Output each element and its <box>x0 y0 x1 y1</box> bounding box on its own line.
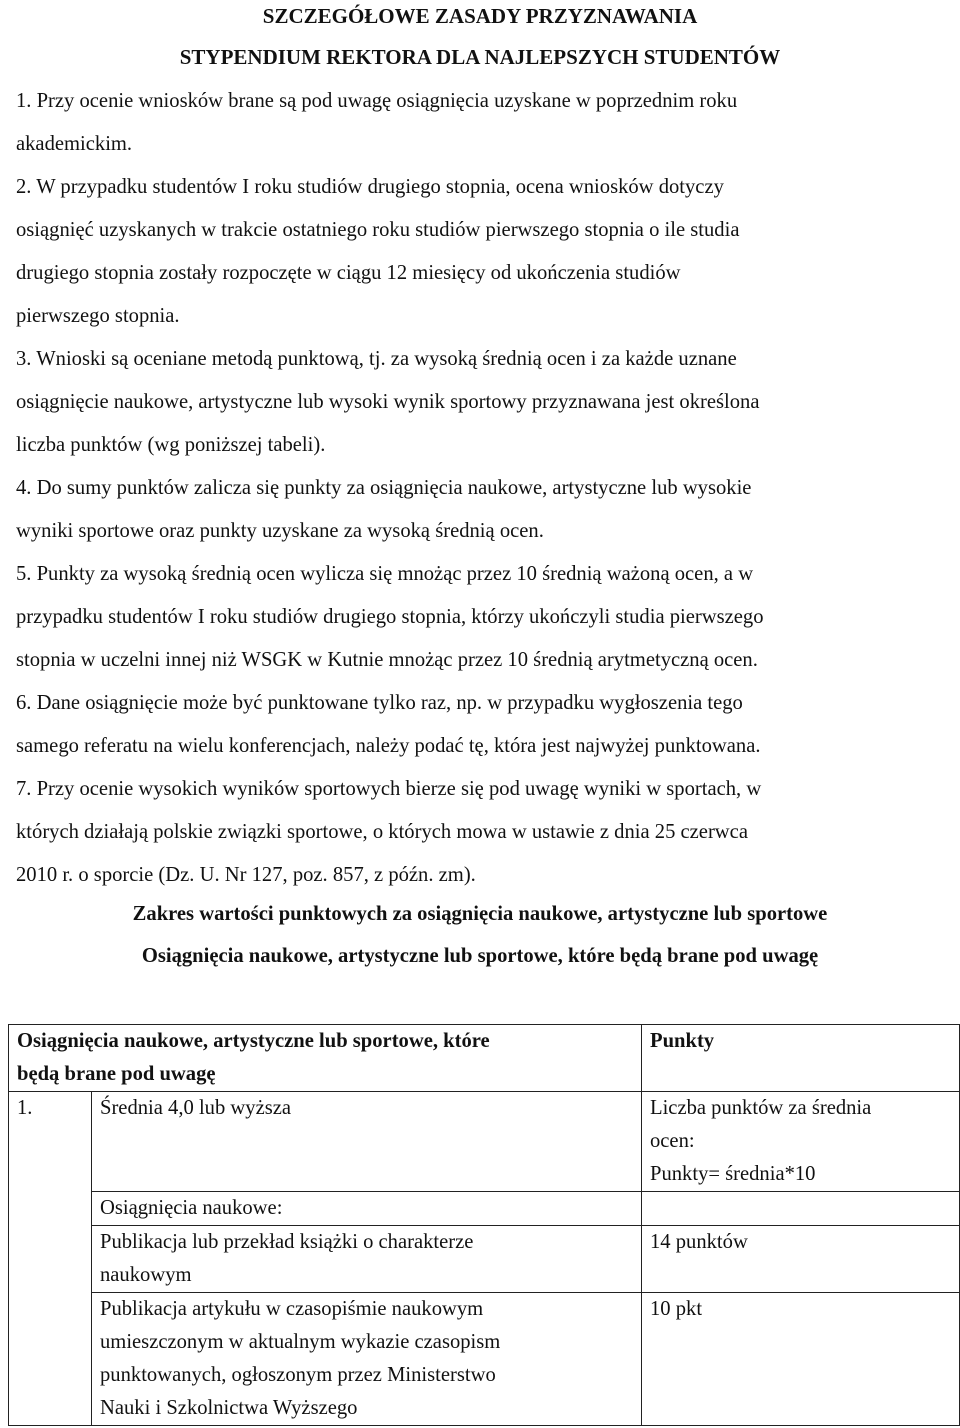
paragraph-line: 7. Przy ocenie wysokich wyników sportowych bierze się pod uwagę wyniki w sportach, w <box>16 778 762 800</box>
description-line: punktowanych, ogłoszonym przez Ministerstwo <box>100 1364 496 1386</box>
header-achievements-cell <box>9 1025 642 1092</box>
document-title-line-2: STYPENDIUM REKTORA DLA NAJLEPSZYCH STUDENTÓW <box>179 45 781 69</box>
table-row <box>9 1226 960 1293</box>
points-line: Liczba punktów za średnia <box>650 1097 872 1119</box>
description-line: naukowym <box>100 1264 192 1286</box>
paragraph-line: 3. Wnioski są oceniane metodą punktową, tj. za wysoką średnią ocen i za każde uznane <box>16 348 737 370</box>
points-line: Punkty= średnia*10 <box>650 1163 816 1185</box>
table-row <box>9 1092 960 1192</box>
row-points-cell: 14 punktów <box>642 1226 960 1293</box>
row-number-cell <box>9 1226 92 1293</box>
row-number-cell <box>9 1192 92 1226</box>
description-line: Publikacja artykułu w czasopiśmie naukowym <box>100 1298 484 1320</box>
row-points-cell: 10 pkt <box>642 1293 960 1426</box>
paragraph-line: 2010 r. o sporcie (Dz. U. Nr 127, poz. 857, z późn. zm). <box>16 864 476 886</box>
row-number-cell <box>9 1293 92 1426</box>
paragraph-line: drugiego stopnia zostały rozpoczęte w ciągu 12 miesięcy od ukończenia studiów <box>16 262 681 284</box>
row-points-cell <box>642 1092 960 1192</box>
table-row <box>9 1293 960 1426</box>
paragraph-line: których działają polskie związki sportowe, o których mowa w ustawie z dnia 25 czerwca <box>16 821 748 843</box>
section-subheading: Osiągnięcia naukowe, artystyczne lub sportowe, które będą brane pod uwagę <box>141 945 819 967</box>
row-description-cell: Średnia 4,0 lub wyższa <box>92 1092 642 1192</box>
paragraph-line: samego referatu na wielu konferencjach, należy podać tę, która jest najwyżej punktowana. <box>16 735 761 757</box>
points-table <box>8 1024 960 1426</box>
paragraph-line: stopnia w uczelni innej niż WSGK w Kutnie mnożąc przez 10 średnią arytmetyczną ocen. <box>16 649 758 671</box>
paragraph-line: 1. Przy ocenie wniosków brane są pod uwagę osiągnięcia uzyskane w poprzednim roku <box>16 90 738 112</box>
paragraph-line: liczba punktów (wg poniższej tabeli). <box>16 434 326 456</box>
header-line: Osiągnięcia naukowe, artystyczne lub sportowe, które <box>17 1030 490 1052</box>
description-line: umieszczonym w aktualnym wykazie czasopism <box>100 1331 501 1353</box>
row-description-cell <box>92 1293 642 1426</box>
paragraph-line: osiągnięcie naukowe, artystyczne lub wysoki wynik sportowy przyznawana jest określona <box>16 391 760 413</box>
section-label-cell: Osiągnięcia naukowe: <box>92 1192 642 1226</box>
table-row <box>9 1192 960 1226</box>
header-line: będą brane pod uwagę <box>17 1063 216 1085</box>
paragraph-line: 5. Punkty za wysoką średnią ocen wylicza się mnożąc przez 10 średnią ważoną ocen, a w <box>16 563 754 585</box>
row-points-cell <box>642 1192 960 1226</box>
paragraph-line: wyniki sportowe oraz punkty uzyskane za wysoką średnią ocen. <box>16 520 544 542</box>
description-line: Publikacja lub przekład książki o charakterze <box>100 1231 474 1253</box>
document-title-line-1: SZCZEGÓŁOWE ZASADY PRZYZNAWANIA <box>262 4 698 28</box>
paragraph-line: 6. Dane osiągnięcie może być punktowane tylko raz, np. w przypadku wygłoszenia tego <box>16 692 743 714</box>
paragraph-line: 4. Do sumy punktów zalicza się punkty za osiągnięcia naukowe, artystyczne lub wysokie <box>16 477 752 499</box>
header-points-cell: Punkty <box>642 1025 960 1092</box>
paragraph-line: 2. W przypadku studentów I roku studiów drugiego stopnia, ocena wniosków dotyczy <box>16 176 724 198</box>
paragraph-line: przypadku studentów I roku studiów drugiego stopnia, którzy ukończyli studia pierwszego <box>16 606 764 628</box>
paragraph-line: pierwszego stopnia. <box>16 305 180 327</box>
section-heading: Zakres wartości punktowych za osiągnięcia naukowe, artystyczne lub sportowe <box>132 903 828 925</box>
description-line: Nauki i Szkolnictwa Wyższego <box>100 1397 358 1419</box>
rules-paragraphs <box>16 80 956 897</box>
row-number-cell: 1. <box>9 1092 92 1192</box>
points-line: ocen: <box>650 1130 695 1152</box>
row-description-cell <box>92 1226 642 1293</box>
table-header-row <box>9 1025 960 1092</box>
paragraph-line: akademickim. <box>16 133 133 155</box>
paragraph-line: osiągnięć uzyskanych w trakcie ostatniego roku studiów pierwszego stopnia o ile studia <box>16 219 740 241</box>
